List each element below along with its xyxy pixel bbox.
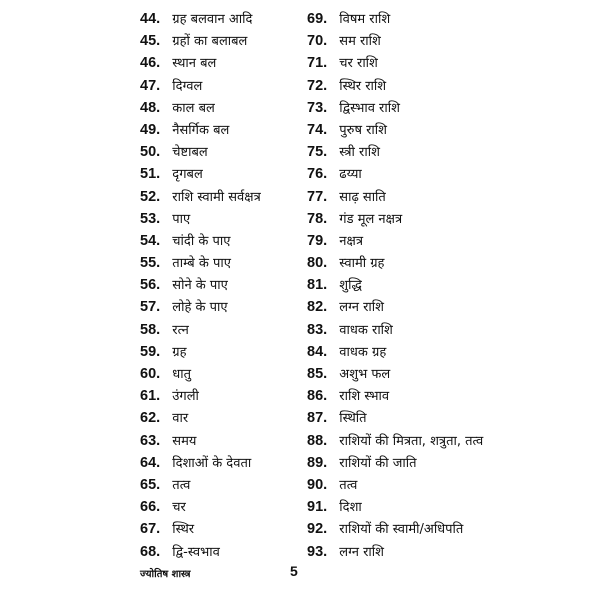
entry-text: नक्षत्र <box>339 233 364 249</box>
entry-number: 75. <box>307 144 328 161</box>
entry-number: 72. <box>307 77 328 94</box>
entry-number: 64. <box>140 454 161 471</box>
entry-number: 73. <box>307 99 328 116</box>
entry-number: 76. <box>307 166 328 183</box>
entry-text: चर <box>172 500 186 516</box>
entry-number: 68. <box>140 543 161 560</box>
entry-text: ग्रह <box>172 344 187 360</box>
index-entry <box>307 30 567 52</box>
entry-number: 80. <box>307 255 328 272</box>
entry-text: दृगबल <box>172 167 203 183</box>
entry-number: 86. <box>307 388 328 405</box>
entry-number: 45. <box>140 33 161 50</box>
entry-number: 55. <box>140 255 161 272</box>
entry-text: चर राशि <box>339 56 378 72</box>
entry-text: लग्न राशि <box>339 544 385 560</box>
index-entry <box>307 319 567 341</box>
index-column-right <box>307 8 567 563</box>
entry-text: वार <box>172 411 189 427</box>
entry-text: रत्न <box>172 322 189 338</box>
index-entry <box>307 97 567 119</box>
entry-text: राशि स्भाव <box>339 389 390 405</box>
index-entry <box>307 8 567 30</box>
entry-text: स्त्री राशि <box>339 145 380 161</box>
entry-text: तत्व <box>339 477 358 493</box>
entry-number: 62. <box>140 410 161 427</box>
entry-number: 92. <box>307 521 328 538</box>
entry-number: 90. <box>307 476 328 493</box>
entry-text: दिशाओं के देवता <box>172 455 252 471</box>
entry-number: 74. <box>307 121 328 138</box>
entry-number: 56. <box>140 277 161 294</box>
index-entry <box>307 52 567 74</box>
entry-text: द्विस्भाव राशि <box>339 100 400 116</box>
entry-number: 89. <box>307 454 328 471</box>
index-entry <box>307 296 567 318</box>
entry-number: 47. <box>140 77 161 94</box>
entry-number: 61. <box>140 388 161 405</box>
entry-number: 78. <box>307 210 328 227</box>
entry-text: नैसर्गिक बल <box>172 122 230 138</box>
index-entry <box>307 385 567 407</box>
entry-text: विषम राशि <box>339 12 391 27</box>
index-entry <box>307 141 567 163</box>
entry-text: गंड मूल नक्षत्र <box>339 211 403 227</box>
entry-text: ग्रहों का बलाबल <box>172 34 248 50</box>
entry-text: ताम्बे के पाए <box>172 256 231 272</box>
entry-text: सोने के पाए <box>172 278 228 294</box>
entry-text: साढ़ साति <box>339 189 386 205</box>
entry-number: 66. <box>140 499 161 516</box>
footer-page-number: 5 <box>290 563 298 579</box>
entry-number: 87. <box>307 410 328 427</box>
entry-number: 71. <box>307 55 328 72</box>
index-entry <box>307 363 567 385</box>
entry-number: 49. <box>140 121 161 138</box>
entry-number: 65. <box>140 476 161 493</box>
entry-number: 53. <box>140 210 161 227</box>
entry-number: 81. <box>307 277 328 294</box>
entry-text: राशियों की स्वामी/अधिपति <box>339 522 464 538</box>
entry-text: सम राशि <box>339 34 381 50</box>
index-entry <box>307 430 567 452</box>
index-entry <box>307 163 567 185</box>
entry-text: अशुभ फल <box>339 367 391 382</box>
entry-number: 59. <box>140 343 161 360</box>
entry-number: 63. <box>140 432 161 449</box>
entry-text: वाधक ग्रह <box>339 344 387 360</box>
entry-number: 50. <box>140 144 161 161</box>
entry-text: पुरुष राशि <box>339 122 387 138</box>
entry-number: 58. <box>140 321 161 338</box>
index-entry <box>307 496 567 518</box>
entry-number: 83. <box>307 321 328 338</box>
entry-number: 51. <box>140 166 161 183</box>
entry-text: स्थान बल <box>172 56 217 72</box>
entry-text: ढय्या <box>339 167 362 183</box>
entry-number: 69. <box>307 11 328 27</box>
entry-text: पाए <box>172 211 191 227</box>
entry-number: 48. <box>140 99 161 116</box>
entry-text: राशियों की मित्रता, शत्रुता, तत्व <box>339 433 484 449</box>
index-entry <box>307 474 567 496</box>
entry-number: 44. <box>140 11 161 27</box>
entry-text: लग्न राशि <box>339 300 385 316</box>
entry-number: 70. <box>307 33 328 50</box>
entry-number: 57. <box>140 299 161 316</box>
entry-text: स्थिर राशि <box>339 78 387 94</box>
entry-text: समय <box>172 433 197 449</box>
entry-text: ग्रह बलवान आदि <box>172 12 253 27</box>
entry-text: दिग्वल <box>172 78 203 94</box>
entry-number: 79. <box>307 232 328 249</box>
entry-text: धातु <box>172 367 192 382</box>
index-entry <box>307 274 567 296</box>
entry-text: चेष्टाबल <box>172 145 208 161</box>
entry-text: काल बल <box>172 100 215 116</box>
entry-number: 82. <box>307 299 328 316</box>
index-entry <box>307 186 567 208</box>
index-entry <box>307 75 567 97</box>
index-entry <box>307 407 567 429</box>
entry-text: स्थिति <box>339 411 367 427</box>
index-entry <box>307 518 567 540</box>
entry-number: 88. <box>307 432 328 449</box>
index-entry <box>307 208 567 230</box>
entry-text: उंगली <box>172 389 199 405</box>
index-entry <box>307 452 567 474</box>
entry-number: 60. <box>140 366 161 382</box>
entry-number: 54. <box>140 232 161 249</box>
entry-text: द्वि-स्वभाव <box>172 544 220 560</box>
entry-text: वाधक राशि <box>339 322 393 338</box>
entry-number: 67. <box>140 521 161 538</box>
entry-number: 46. <box>140 55 161 72</box>
entry-number: 52. <box>140 188 161 205</box>
entry-text: चांदी के पाए <box>172 233 231 249</box>
entry-number: 91. <box>307 499 328 516</box>
entry-number: 77. <box>307 188 328 205</box>
entry-text: दिशा <box>339 500 362 516</box>
entry-text: शुद्धि <box>339 278 362 294</box>
entry-text: राशियों की जाति <box>339 455 417 471</box>
index-entry <box>307 541 567 563</box>
entry-text: स्वामी ग्रह <box>339 256 385 272</box>
entry-number: 93. <box>307 543 328 560</box>
entry-text: लोहे के पाए <box>172 300 228 316</box>
footer-book-title: ज्योतिष शास्त्र <box>140 569 191 580</box>
entry-text: तत्व <box>172 477 191 493</box>
entry-text: स्थिर <box>172 522 195 538</box>
index-entry <box>307 341 567 363</box>
index-entry <box>307 119 567 141</box>
entry-text: राशि स्वामी सर्वक्षत्र <box>172 189 261 205</box>
index-entry <box>307 230 567 252</box>
index-entry <box>307 252 567 274</box>
entry-number: 84. <box>307 343 328 360</box>
entry-number: 85. <box>307 366 328 382</box>
